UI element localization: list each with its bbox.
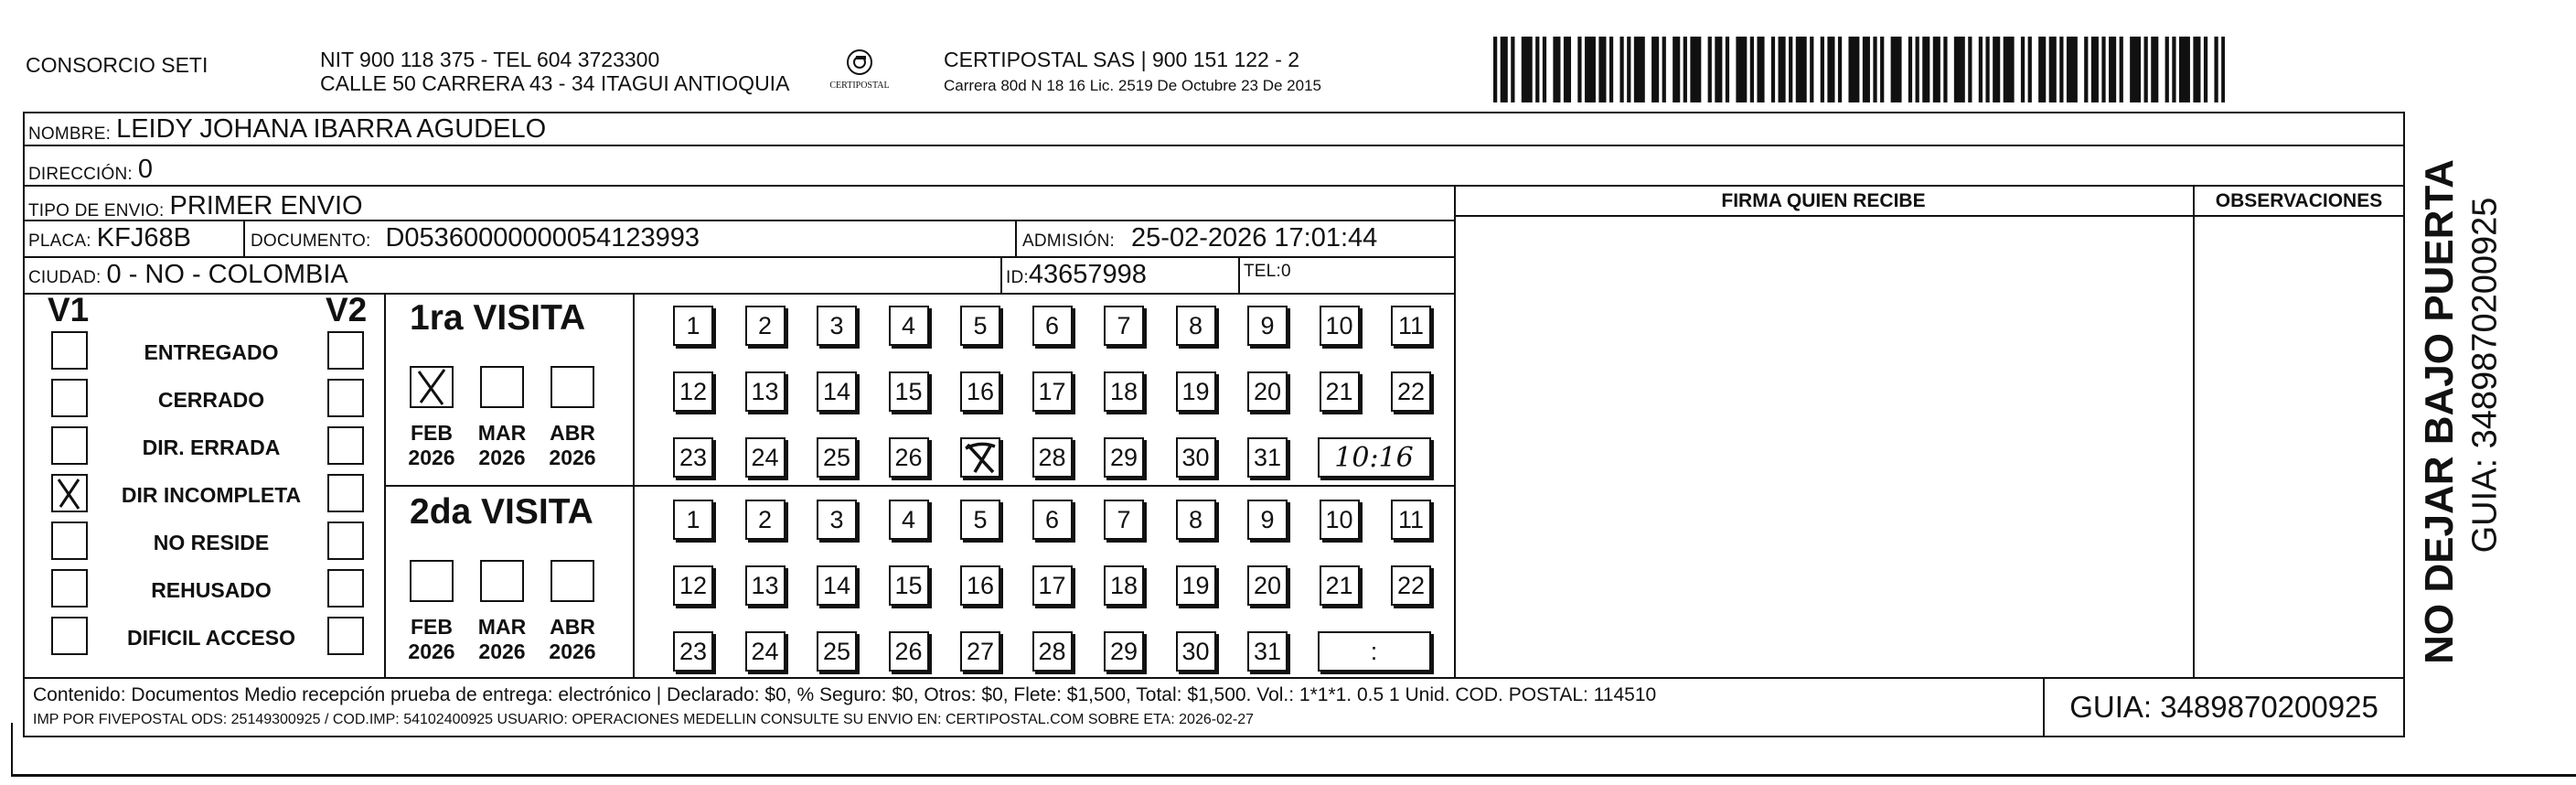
- first-visit-day-box[interactable]: 11: [1391, 306, 1431, 346]
- tel-label: TEL:: [1244, 262, 1281, 281]
- first-visit-day-box[interactable]: 17: [1032, 371, 1073, 412]
- month-label: [404, 615, 459, 664]
- admision-value: 25-02-2026 17:01:44: [1131, 223, 1378, 253]
- second-visit-day-box[interactable]: 7: [1104, 500, 1144, 540]
- first-visit-day-box[interactable]: 18: [1104, 371, 1144, 412]
- v2-checkbox[interactable]: [327, 379, 364, 417]
- month-year: 2026: [408, 640, 455, 663]
- first-visit-day-box[interactable]: 28: [1032, 437, 1073, 478]
- second-visit-title: 2da VISITA: [410, 492, 593, 532]
- tipo-envio-label: TIPO DE ENVIO:: [28, 201, 165, 220]
- first-visit-time-box[interactable]: 10:16: [1318, 437, 1431, 478]
- second-visit-day-box[interactable]: 11: [1391, 500, 1431, 540]
- first-visit-title: 1ra VISITA: [410, 298, 586, 338]
- ciudad-field: [28, 260, 348, 290]
- first-visit-day-box[interactable]: 29: [1104, 437, 1144, 478]
- second-visit-day-box[interactable]: 10: [1320, 500, 1360, 540]
- imp-line: IMP POR FIVEPOSTAL ODS: 25149300925 / COD.IMP: 54102400925 USUARIO: OPERACIONES MEDELLIN CONSULTE SU ENVIO EN: CERTIPOSTAL.COM SOBRE ETA: 2026-02-27: [33, 712, 1254, 727]
- no-dejar-bajo-puerta: NO DEJAR BAJO PUERTA: [2417, 159, 2462, 664]
- second-visit-day-box[interactable]: 9: [1247, 500, 1288, 540]
- placa-value: KFJ68B: [96, 223, 191, 253]
- second-visit-day-box[interactable]: 6: [1032, 500, 1073, 540]
- first-visit-day-box[interactable]: 9: [1247, 306, 1288, 346]
- second-visit-day-box[interactable]: 17: [1032, 565, 1073, 606]
- v2-checkbox[interactable]: [327, 331, 364, 370]
- v2-checkbox[interactable]: [327, 474, 364, 512]
- month-label: [475, 615, 529, 664]
- second-visit-day-box[interactable]: 8: [1176, 500, 1216, 540]
- first-visit-day-box[interactable]: 1: [673, 306, 713, 346]
- first-visit-day-box[interactable]: 20: [1247, 371, 1288, 412]
- second-visit-day-box[interactable]: 27: [960, 631, 1000, 672]
- second-visit-day-box[interactable]: 20: [1247, 565, 1288, 606]
- v1-checkbox[interactable]: [51, 379, 88, 417]
- second-visit-day-box[interactable]: 26: [889, 631, 929, 672]
- v2-checkbox[interactable]: [327, 569, 364, 608]
- second-visit-day-box[interactable]: 12: [673, 565, 713, 606]
- first-visit-day-box[interactable]: 22: [1391, 371, 1431, 412]
- direccion-value: 0: [137, 155, 154, 184]
- month-name: MAR: [477, 615, 527, 639]
- v1-checkbox[interactable]: [51, 426, 88, 465]
- second-visit-day-box[interactable]: 29: [1104, 631, 1144, 672]
- first-visit-day-box[interactable]: 2: [745, 306, 786, 346]
- first-visit-day-box[interactable]: 30: [1176, 437, 1216, 478]
- second-visit-month-checkbox[interactable]: [410, 560, 454, 602]
- firma-header: FIRMA QUIEN RECIBE: [1721, 190, 1926, 211]
- observaciones-area[interactable]: [2195, 217, 2403, 676]
- month-name: FEB: [411, 421, 453, 445]
- second-visit-day-box[interactable]: 13: [745, 565, 786, 606]
- first-visit-day-box[interactable]: 31: [1247, 437, 1288, 478]
- second-visit-day-box[interactable]: 3: [817, 500, 857, 540]
- first-visit-day-box[interactable]: 4: [889, 306, 929, 346]
- carrier-line: CERTIPOSTAL SAS | 900 151 122 - 2: [944, 48, 1300, 71]
- license-line: Carrera 80d N 18 16 Lic. 2519 De Octubre 23 De 2015: [944, 77, 1321, 94]
- first-visit-day-box[interactable]: 19: [1176, 371, 1216, 412]
- month-label: [404, 421, 459, 470]
- second-visit-day-box[interactable]: 31: [1247, 631, 1288, 672]
- contenido-line: Contenido: Documentos Medio recepción prueba de entrega: electrónico | Declarado: $0, % Seguro: $0, Otros: $0, Flete: $1,500, Total: $1,500. Vol.: 1*1*1. 0.5 1 Unid. COD. POSTAL: 114510: [33, 684, 1657, 705]
- second-visit-day-box[interactable]: 2: [745, 500, 786, 540]
- month-name: ABR: [550, 615, 595, 639]
- tipo-envio-value: PRIMER ENVIO: [169, 191, 363, 220]
- second-visit-day-box[interactable]: 4: [889, 500, 929, 540]
- month-name: ABR: [550, 421, 595, 445]
- second-visit-day-box[interactable]: 24: [745, 631, 786, 672]
- v1-checkbox[interactable]: [51, 569, 88, 608]
- ciudad-label: CIUDAD:: [28, 268, 102, 287]
- second-visit-day-box[interactable]: 19: [1176, 565, 1216, 606]
- status-option-label: CERRADO: [157, 388, 265, 412]
- id-field: [1006, 260, 1147, 290]
- ciudad-value: 0 - NO - COLOMBIA: [106, 260, 348, 289]
- month-year: 2026: [478, 446, 526, 469]
- second-visit-month-checkbox[interactable]: [480, 560, 524, 602]
- nit-line: NIT 900 118 375 - TEL 604 3723300: [320, 48, 660, 71]
- first-visit-day-box[interactable]: 13: [745, 371, 786, 412]
- check-mark-icon: [412, 368, 452, 406]
- first-visit-day-box[interactable]: 8: [1176, 306, 1216, 346]
- certipostal-logo: [828, 46, 892, 101]
- placa-label: PLACA:: [28, 231, 91, 251]
- month-year: 2026: [549, 446, 596, 469]
- second-visit-day-box[interactable]: 18: [1104, 565, 1144, 606]
- admision-label: ADMISIÓN:: [1022, 231, 1116, 251]
- first-visit-month-checkbox[interactable]: [480, 366, 524, 408]
- nombre-label: NOMBRE:: [28, 124, 112, 144]
- second-visit-month-checkbox[interactable]: [550, 560, 594, 602]
- v1-label: V1: [48, 291, 90, 328]
- month-year: 2026: [408, 446, 455, 469]
- direccion-row: [23, 146, 2405, 187]
- first-visit-day-box[interactable]: 14: [817, 371, 857, 412]
- v1-checkbox[interactable]: [51, 474, 88, 512]
- first-visit-day-box[interactable]: 5: [960, 306, 1000, 346]
- first-visit-day-box[interactable]: 25: [817, 437, 857, 478]
- logo-text: CERTIPOSTAL: [829, 81, 890, 91]
- check-mark-icon: [53, 476, 86, 511]
- direccion-label: DIRECCIÓN:: [28, 165, 133, 184]
- admision-field: [1022, 223, 1377, 253]
- status-option-label: ENTREGADO: [144, 340, 279, 364]
- second-visit-day-box[interactable]: 30: [1176, 631, 1216, 672]
- first-visit-day-box[interactable]: 16: [960, 371, 1000, 412]
- day-mark-icon: [962, 439, 999, 476]
- tel-field: [1244, 262, 1297, 282]
- page-edge-left: [11, 723, 13, 776]
- status-option-label: DIR. ERRADA: [142, 436, 281, 459]
- v2-checkbox[interactable]: [327, 522, 364, 560]
- first-visit-day-box[interactable]: 10: [1320, 306, 1360, 346]
- first-visit-day-box[interactable]: [960, 437, 1000, 478]
- month-label: [545, 615, 600, 664]
- second-visit-day-box[interactable]: 5: [960, 500, 1000, 540]
- v2-label: V2: [326, 291, 368, 328]
- second-visit-day-box[interactable]: 23: [673, 631, 713, 672]
- month-year: 2026: [478, 640, 526, 663]
- nombre-row: [23, 112, 2405, 146]
- first-visit-day-box[interactable]: 6: [1032, 306, 1073, 346]
- v2-checkbox[interactable]: [327, 426, 364, 465]
- second-visit-day-box[interactable]: 15: [889, 565, 929, 606]
- first-visit-day-box[interactable]: 23: [673, 437, 713, 478]
- v1-checkbox[interactable]: [51, 331, 88, 370]
- second-visit-day-box[interactable]: 22: [1391, 565, 1431, 606]
- second-visit-day-box[interactable]: 14: [817, 565, 857, 606]
- observaciones-header: OBSERVACIONES: [2215, 190, 2383, 211]
- month-label: [545, 421, 600, 470]
- first-visit-day-box[interactable]: 7: [1104, 306, 1144, 346]
- documento-label: DOCUMENTO:: [251, 231, 371, 251]
- id-label: ID:: [1006, 268, 1029, 287]
- month-name: MAR: [477, 421, 527, 445]
- first-visit-day-box[interactable]: 3: [817, 306, 857, 346]
- second-visit-time-box[interactable]: :: [1318, 631, 1431, 672]
- tel-value: 0: [1280, 262, 1291, 281]
- status-option-label: DIFICIL ACCESO: [126, 626, 295, 650]
- first-visit-day-box[interactable]: 21: [1320, 371, 1360, 412]
- barcode: [1493, 37, 2225, 102]
- documento-field: [251, 223, 700, 253]
- firma-area[interactable]: [1456, 217, 2191, 676]
- page-edge-line: [11, 774, 2576, 777]
- month-name: FEB: [411, 615, 453, 639]
- first-visit-day-box[interactable]: 24: [745, 437, 786, 478]
- nombre-value: LEIDY JOHANA IBARRA AGUDELO: [116, 114, 547, 144]
- second-visit-day-box[interactable]: 25: [817, 631, 857, 672]
- first-visit-day-box[interactable]: 12: [673, 371, 713, 412]
- v1-checkbox[interactable]: [51, 522, 88, 560]
- status-option-label: NO RESIDE: [153, 531, 270, 554]
- id-value: 43657998: [1028, 260, 1147, 289]
- first-visit-month-checkbox[interactable]: [410, 366, 454, 408]
- first-visit-day-box[interactable]: 15: [889, 371, 929, 412]
- first-visit-day-box[interactable]: 26: [889, 437, 929, 478]
- second-visit-day-box[interactable]: 16: [960, 565, 1000, 606]
- company-name: CONSORCIO SETI: [26, 53, 208, 77]
- second-visit-day-box[interactable]: 1: [673, 500, 713, 540]
- guia-box: GUIA: 3489870200925: [2069, 690, 2378, 724]
- v1-checkbox[interactable]: [51, 617, 88, 655]
- placa-field: [28, 223, 191, 253]
- status-option-label: REHUSADO: [151, 578, 272, 602]
- second-visit-day-box[interactable]: 21: [1320, 565, 1360, 606]
- status-option-label: DIR INCOMPLETA: [121, 483, 302, 507]
- side-guia: GUIA: 3489870200925: [2465, 197, 2505, 554]
- second-visit-day-box[interactable]: 28: [1032, 631, 1073, 672]
- first-visit-month-checkbox[interactable]: [550, 366, 594, 408]
- month-year: 2026: [549, 640, 596, 663]
- address-line: CALLE 50 CARRERA 43 - 34 ITAGUI ANTIOQUIA: [320, 71, 790, 95]
- v2-checkbox[interactable]: [327, 617, 364, 655]
- documento-value: D05360000000054123993: [385, 223, 700, 253]
- month-label: [475, 421, 529, 470]
